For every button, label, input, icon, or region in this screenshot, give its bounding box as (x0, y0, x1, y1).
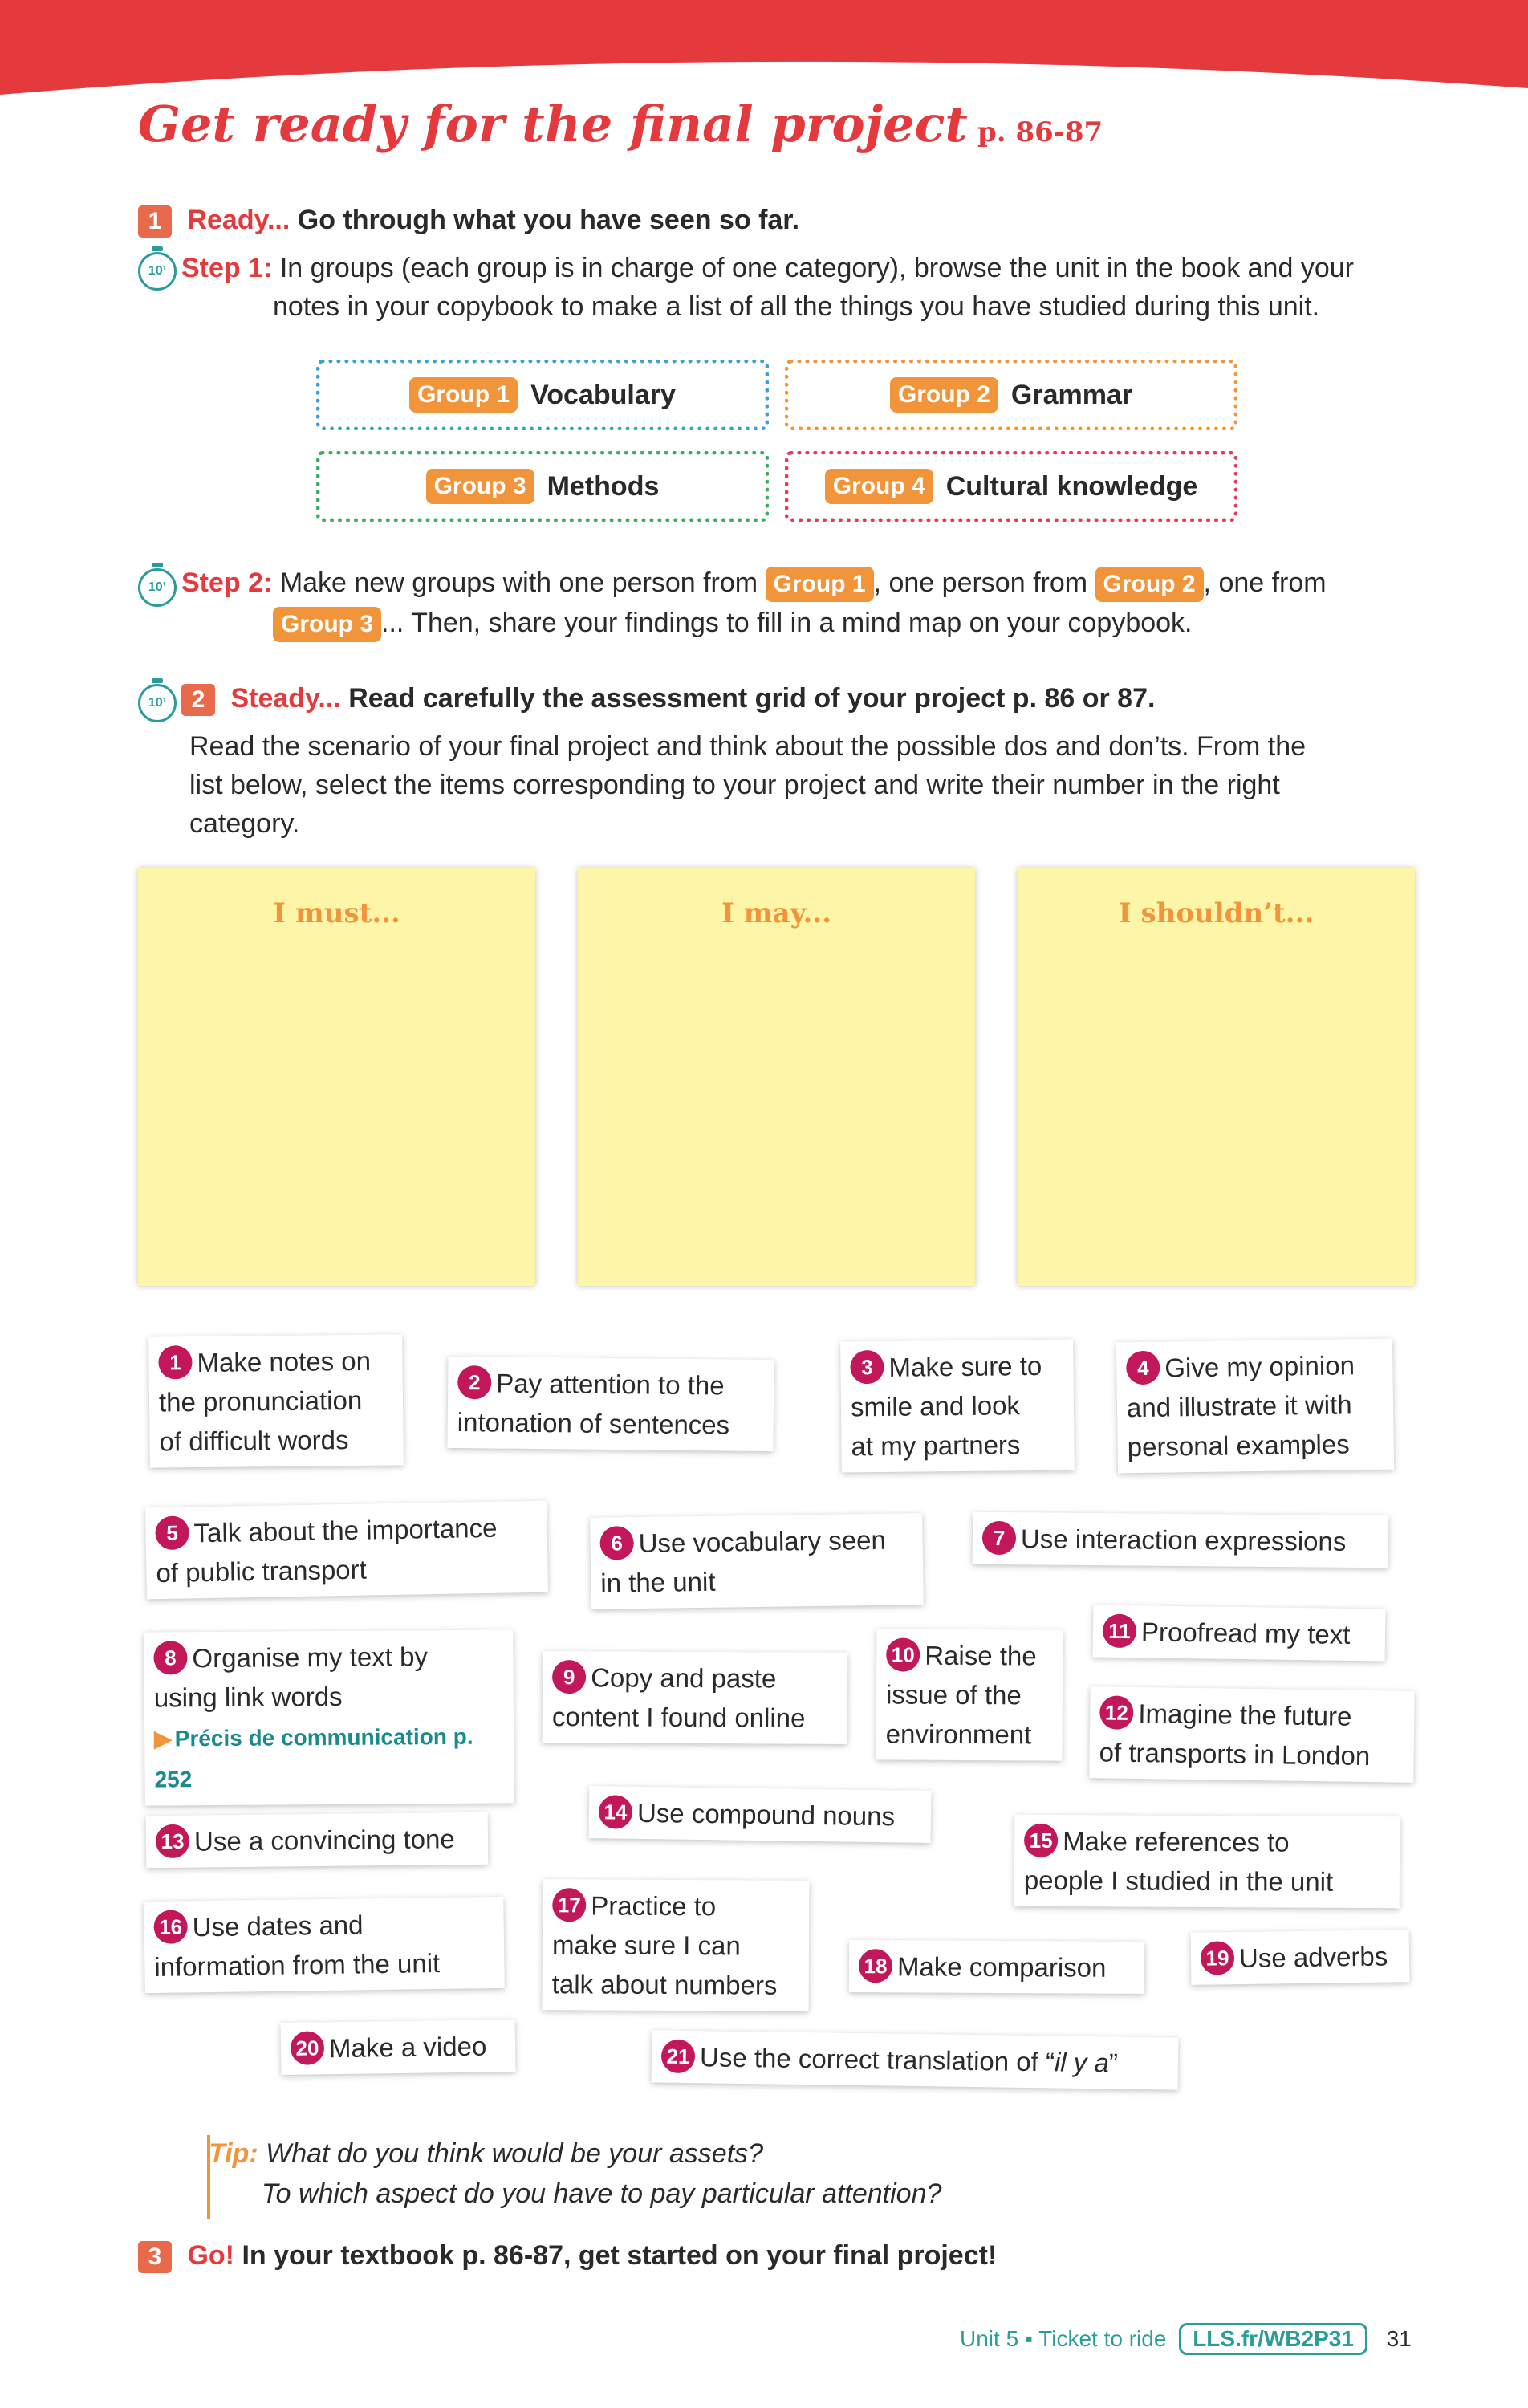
page-title-text: Get ready for the final project (138, 95, 968, 153)
item-card-15[interactable] (1014, 1815, 1400, 1909)
section-3-label: Go! (187, 2240, 234, 2271)
item-card-9[interactable] (543, 1651, 848, 1744)
top-banner (0, 0, 1528, 100)
group-4-tag: Group 4 (825, 469, 933, 504)
step-1-line-1 (181, 249, 1354, 287)
item-card-5[interactable] (145, 1501, 548, 1600)
tip-line-2: To which aspect do you have to pay particular attention? (262, 2178, 942, 2209)
section-3-heading (138, 2236, 997, 2275)
item-card-16[interactable] (144, 1897, 505, 1993)
group-box-3 (316, 451, 769, 522)
page-title-pages: p. 86-87 (977, 116, 1103, 148)
item-line: Use vocabulary seen (638, 1524, 887, 1559)
section-2-heading (181, 679, 1155, 718)
step-2-text-c: , one from (1203, 567, 1327, 598)
item-line: Use interaction expressions (1020, 1523, 1347, 1556)
item-number: 19 (1201, 1941, 1235, 1975)
item-line: intonation of sentences (457, 1406, 730, 1440)
note-i-shouldnt[interactable] (1018, 868, 1415, 1286)
section-2-para-2: list below, select the items corresponding to your project and write their number in the right (189, 770, 1280, 800)
item-line: Imagine the future (1138, 1698, 1352, 1731)
item-number: 16 (153, 1910, 188, 1945)
step-2-text-a: Make new groups with one person from (279, 567, 758, 598)
group-3-name: Methods (547, 470, 660, 502)
arrow-right-icon: ▶ (154, 1726, 172, 1751)
section-2-para-1: Read the scenario of your final project and think about the possible dos and don’ts. From the (189, 731, 1307, 762)
note-i-may[interactable] (578, 868, 975, 1286)
item-line: Use dates and (192, 1910, 364, 1942)
item-line: smile and look (850, 1390, 1021, 1422)
item-card-17[interactable] (543, 1879, 810, 2011)
item-line: issue of the (885, 1679, 1022, 1710)
timer-icon: 10’ (138, 568, 177, 607)
item-card-11[interactable] (1093, 1605, 1386, 1661)
item-card-21[interactable] (652, 2030, 1179, 2089)
item-line: Proofread my text (1140, 1617, 1351, 1649)
item-card-7[interactable] (973, 1512, 1389, 1568)
section-1-heading (138, 201, 799, 239)
item-line: at my partners (851, 1430, 1021, 1462)
item-number: 21 (661, 2040, 696, 2074)
item-line: make sure I can (551, 1930, 741, 1961)
item-card-12[interactable] (1089, 1686, 1415, 1783)
step-1-text-1: In groups (each group is in charge of one category), browse the unit in the book and your (279, 253, 1354, 283)
item-line: the pronunciation (158, 1385, 363, 1418)
item-line: and illustrate it with (1126, 1389, 1352, 1423)
group-3-tag: Group 3 (426, 469, 534, 504)
item-line: Make notes on (197, 1345, 372, 1378)
item-line: Use a convincing tone (193, 1824, 455, 1857)
item-line: information from the unit (154, 1947, 441, 1982)
item-line: in the unit (600, 1566, 716, 1598)
item-card-3[interactable] (840, 1339, 1075, 1472)
section-1-label: Ready... (187, 205, 291, 235)
item-number: 1 (158, 1345, 192, 1379)
step-2-chip-group-2: Group 2 (1095, 567, 1204, 602)
group-box-1 (316, 360, 769, 430)
item-card-13[interactable] (146, 1812, 489, 1868)
item-line: of difficult words (159, 1425, 349, 1457)
timer-icon: 10’ (138, 252, 177, 291)
item-number: 3 (850, 1350, 884, 1384)
item-number: 9 (552, 1660, 586, 1694)
item-line: Organise my text by (192, 1641, 429, 1674)
item-card-19[interactable] (1191, 1930, 1410, 1985)
item-number: 18 (859, 1949, 892, 1983)
item-card-20[interactable] (281, 2020, 516, 2075)
item-line: Make references to (1063, 1826, 1290, 1857)
step-1-label: Step 1: (181, 253, 273, 283)
section-1-text: Go through what you have seen so far. (297, 205, 800, 235)
step-2-line-2 (273, 604, 1193, 642)
section-2-text: Read carefully the assessment grid of your project p. 86 or 87. (348, 683, 1156, 714)
item-line: content I found online (551, 1702, 806, 1733)
item-line-end: ” (1108, 2048, 1119, 2078)
note-i-must[interactable] (138, 868, 535, 1286)
item-line: environment (885, 1719, 1032, 1750)
step-2-line-1 (181, 563, 1327, 602)
item-line: Use adverbs (1238, 1941, 1388, 1974)
group-2-name: Grammar (1010, 379, 1133, 410)
item-number: 6 (599, 1526, 634, 1560)
note-heading: I shouldn’t... (1118, 897, 1315, 929)
item-number: 2 (457, 1365, 491, 1399)
item-line: Talk about the importance (193, 1512, 498, 1548)
item-card-10[interactable] (876, 1629, 1063, 1760)
footer-separator: ▪ (1024, 2326, 1033, 2351)
item-number: 10 (886, 1638, 920, 1672)
note-heading: I may... (721, 897, 832, 929)
footer (960, 2323, 1412, 2355)
note-heading: I must... (273, 897, 400, 929)
item-number: 4 (1126, 1351, 1160, 1385)
item-card-14[interactable] (589, 1786, 932, 1843)
item-line: of transports in London (1099, 1737, 1371, 1771)
step-2-text-b: , one person from (873, 567, 1088, 598)
item-line: talk about numbers (551, 1969, 778, 2000)
item-line: Practice to (591, 1890, 717, 1922)
item-line: of public transport (156, 1554, 368, 1588)
item-line: Use compound nouns (636, 1797, 896, 1832)
item-card-18[interactable] (849, 1940, 1144, 1994)
item-number: 20 (291, 2032, 325, 2066)
item-card-8[interactable] (144, 1629, 514, 1805)
item-line: using link words (153, 1681, 343, 1713)
section-3-text: In your textbook p. 86-87, get started on your final project! (242, 2240, 998, 2271)
item-number: 11 (1103, 1614, 1137, 1649)
timer-icon: 10’ (138, 684, 177, 722)
item-number: 13 (156, 1824, 189, 1858)
item-number: 17 (552, 1888, 586, 1922)
group-2-tag: Group 2 (890, 377, 998, 413)
item-number: 5 (155, 1516, 189, 1551)
item-line: Give my opinion (1164, 1350, 1355, 1383)
section-1-number: 1 (138, 205, 172, 238)
precis-reference[interactable] (154, 1724, 473, 1792)
item-number: 12 (1099, 1696, 1134, 1731)
step-2-chip-group-3: Group 3 (273, 607, 381, 642)
tip-label: Tip: (209, 2138, 258, 2169)
footer-unit-title: Ticket to ride (1038, 2326, 1167, 2351)
item-line: Make a video (328, 2031, 487, 2064)
page-title (138, 95, 1103, 153)
section-2-number: 2 (181, 684, 215, 716)
footer-link[interactable]: LLS.fr/WB2P31 (1179, 2323, 1367, 2355)
group-box-2 (785, 360, 1237, 430)
section-2-para-3: category. (189, 808, 300, 839)
group-box-4 (785, 451, 1237, 522)
item-line: Make sure to (888, 1350, 1042, 1382)
item-card-1[interactable] (148, 1334, 404, 1467)
item-card-6[interactable] (590, 1513, 924, 1609)
step-2-text-d: ... Then, share your findings to fill in a mind map on your copybook. (381, 608, 1193, 638)
group-1-name: Vocabulary (530, 379, 676, 410)
section-3-number: 3 (138, 2241, 172, 2273)
step-2-label: Step 2: (181, 567, 273, 598)
item-card-2[interactable] (447, 1357, 774, 1451)
precis-reference-text: Précis de communication p. 252 (154, 1723, 473, 1792)
group-4-name: Cultural knowledge (945, 470, 1198, 502)
step-2-chip-group-1: Group 1 (766, 567, 874, 602)
tip-text-1: What do you think would be your assets? (266, 2138, 764, 2169)
item-line: Pay attention to the (496, 1368, 725, 1401)
step-1-line-2: notes in your copybook to make a list of all the things you have studied during this unit. (273, 291, 1320, 322)
section-2-label: Steady... (230, 683, 341, 714)
page-number: 31 (1386, 2326, 1412, 2351)
item-line: people I studied in the unit (1023, 1865, 1334, 1897)
tip-line-1 (209, 2133, 763, 2174)
item-number: 7 (982, 1521, 1016, 1555)
item-line: Copy and paste (591, 1662, 777, 1694)
item-line: Use the correct translation of “ (699, 2042, 1055, 2077)
item-line: Make comparison (896, 1951, 1107, 1983)
footer-unit: Unit 5 (960, 2326, 1019, 2351)
item-card-4[interactable] (1116, 1339, 1394, 1474)
item-number: 8 (153, 1641, 187, 1675)
item-number: 14 (599, 1795, 633, 1829)
item-line: personal examples (1127, 1429, 1350, 1462)
item-line-italic: il y a (1054, 2047, 1110, 2078)
group-1-tag: Group 1 (409, 377, 518, 413)
item-number: 15 (1024, 1824, 1058, 1857)
item-line: Raise the (925, 1640, 1037, 1671)
